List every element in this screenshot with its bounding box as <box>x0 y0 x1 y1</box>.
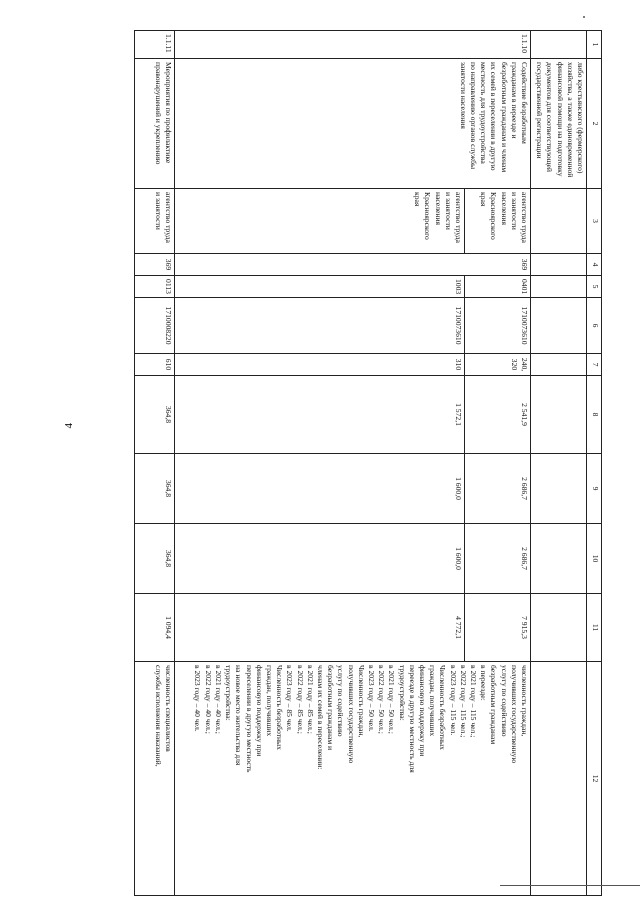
row-1-1-10-a <box>465 31 531 896</box>
text-line: в 2021 году – 50 чел.; <box>387 665 397 734</box>
text-line: финансовой помощи на подготовку <box>555 62 565 177</box>
expense-type-code: 610 <box>135 354 175 376</box>
text-line: хозяйства, а также единовременной <box>565 62 575 178</box>
text-line: Численность безработных <box>275 665 285 750</box>
text-line: гражданам в переезде и <box>509 62 519 139</box>
expected-result <box>175 662 531 896</box>
text-line: трудоустройства: <box>224 665 234 721</box>
measure-name <box>135 59 175 189</box>
text-line: Красноярского <box>489 192 499 240</box>
header-cell: 11 <box>587 594 602 662</box>
cell-num <box>531 31 587 59</box>
row-number: 1.1.10 <box>175 31 531 59</box>
header-cell: 3 <box>587 189 602 254</box>
text-line: в 2021 году – 40 чел.; <box>213 665 223 734</box>
text-line: безработным гражданам и <box>326 665 336 751</box>
amount-2022: 1 600,0 <box>175 454 465 524</box>
text-line: граждан, получивших <box>428 665 438 737</box>
row-number: 1.1.11 <box>135 31 175 59</box>
text-line: населения <box>433 192 443 226</box>
text-line: Содействие безработным <box>520 62 529 144</box>
text-line: получивших государственную <box>346 665 356 764</box>
amount-2022: 364,8 <box>135 454 175 524</box>
text-line: и занятости <box>443 192 453 230</box>
row-1-1-11 <box>135 31 175 896</box>
expense-type-code: 310 <box>175 354 465 376</box>
text-line: в 2022 году – 115 чел.; <box>458 665 468 738</box>
amount-2022: 2 686,7 <box>465 454 531 524</box>
text-line: в 2023 году – 50 чел. <box>366 665 376 732</box>
text-line: правонарушений и укреплению <box>153 62 163 165</box>
text-line: Численность безработных <box>438 665 448 750</box>
executor <box>175 189 465 254</box>
text-line: и занятости <box>509 192 519 230</box>
header-cell: 1 <box>587 31 602 59</box>
footnote-rule <box>500 885 640 886</box>
header-cell: 9 <box>587 454 602 524</box>
header-cell: 8 <box>587 376 602 454</box>
header-cell: 5 <box>587 276 602 298</box>
target-article-code: 1710073610 <box>175 298 465 354</box>
text-line: Численность граждан, <box>356 665 366 738</box>
text-line: агентство труда <box>520 192 529 243</box>
text-line: на новое место жительства для <box>234 665 244 766</box>
text-line: граждан, получивших <box>264 665 274 737</box>
section-code: 0401 <box>465 276 531 298</box>
amount-total: 4 772,1 <box>175 594 465 662</box>
text-line: и занятости <box>153 192 163 230</box>
target-article-code: 1710008220 <box>135 298 175 354</box>
page-number: 4 <box>63 423 75 429</box>
header-cell: 6 <box>587 298 602 354</box>
text-line: в 2022 году – 85 чел.; <box>295 665 305 734</box>
amount-2023: 1 600,0 <box>175 524 465 594</box>
text-line: по направлению органов службы <box>468 62 478 170</box>
text-line: в 2022 году – 50 чел.; <box>377 665 387 734</box>
text-line: членам их семей в переселении: <box>315 665 325 770</box>
header-cell: 10 <box>587 524 602 594</box>
amount-2021: 1 572,1 <box>175 376 465 454</box>
cell-name <box>531 59 587 189</box>
text-line: финансовую поддержку при <box>417 665 427 757</box>
text-line: безработным гражданам и членам <box>499 62 509 173</box>
text-line: Красноярского <box>423 192 433 240</box>
text-line: переселении в другую местность <box>244 665 254 773</box>
text-line: либо крестьянского (фермерского) <box>576 62 585 174</box>
text-line: в 2021 году – 85 чел.; <box>305 665 315 734</box>
text-line: получивших государственную <box>509 665 519 764</box>
section-code: 1003 <box>175 276 465 298</box>
amount-2021: 364,8 <box>135 376 175 454</box>
text-line: в переезде: <box>479 665 489 701</box>
text-line: службы исполнения наказаний, <box>153 665 163 767</box>
text-line: в 2021 году – 115 чел.; <box>468 665 478 738</box>
header-cell: 12 <box>587 662 602 896</box>
amount-total: 1 094,4 <box>135 594 175 662</box>
text-line: услугу по содействию <box>499 665 509 737</box>
text-line: Мероприятия по профилактике <box>164 62 173 164</box>
text-line: финансовую поддержку при <box>254 665 264 757</box>
target-article-code: 1710073610 <box>465 298 531 354</box>
amount-2023: 2 686,7 <box>465 524 531 594</box>
measure-name <box>175 59 531 189</box>
header-cell: 2 <box>587 59 602 189</box>
amount-2021: 2 541,9 <box>465 376 531 454</box>
program-measures-table <box>134 30 602 896</box>
text-line: переезде в другую местность для <box>407 665 417 773</box>
text-line: в 2023 году – 40 чел. <box>193 665 203 732</box>
section-code: 0113 <box>135 276 175 298</box>
grbs-code: 369 <box>135 254 175 276</box>
text-line: края <box>479 192 489 207</box>
header-row <box>587 31 602 896</box>
text-line: в 2023 году – 115 чел. <box>448 665 458 736</box>
amount-total: 7 915,3 <box>465 594 531 662</box>
text-line: безработным гражданам <box>489 665 499 745</box>
text-line: документов для соответствующей <box>545 62 555 172</box>
executor <box>465 189 531 254</box>
expected-result <box>135 662 175 896</box>
header-cell: 4 <box>587 254 602 276</box>
amount-2023: 364,8 <box>135 524 175 594</box>
executor <box>135 189 175 254</box>
text-line: агентство труда <box>164 192 173 243</box>
text-line: агентство труда <box>454 192 463 243</box>
scan-speck <box>583 16 585 18</box>
text-line: трудоустройства: <box>397 665 407 721</box>
text-line: в 2023 году – 85 чел. <box>285 665 295 732</box>
text-line: населения <box>499 192 509 226</box>
continuation-row <box>531 31 587 896</box>
expense-type-code: 240, 320 <box>465 354 531 376</box>
text-line: их семей в переселении в другую <box>489 62 499 171</box>
text-line: местность для трудоустройства <box>479 62 489 164</box>
text-line: численность специалистов <box>164 665 173 752</box>
grbs-code: 369 <box>175 254 531 276</box>
text-line: численность граждан, <box>520 665 529 737</box>
text-line: услугу по содействию <box>336 665 346 737</box>
text-line: края <box>413 192 423 207</box>
text-line: занятости населения <box>458 62 468 129</box>
header-cell: 7 <box>587 354 602 376</box>
text-line: государственной регистрации <box>535 62 545 159</box>
text-line: в 2022 году – 40 чел.; <box>203 665 213 734</box>
